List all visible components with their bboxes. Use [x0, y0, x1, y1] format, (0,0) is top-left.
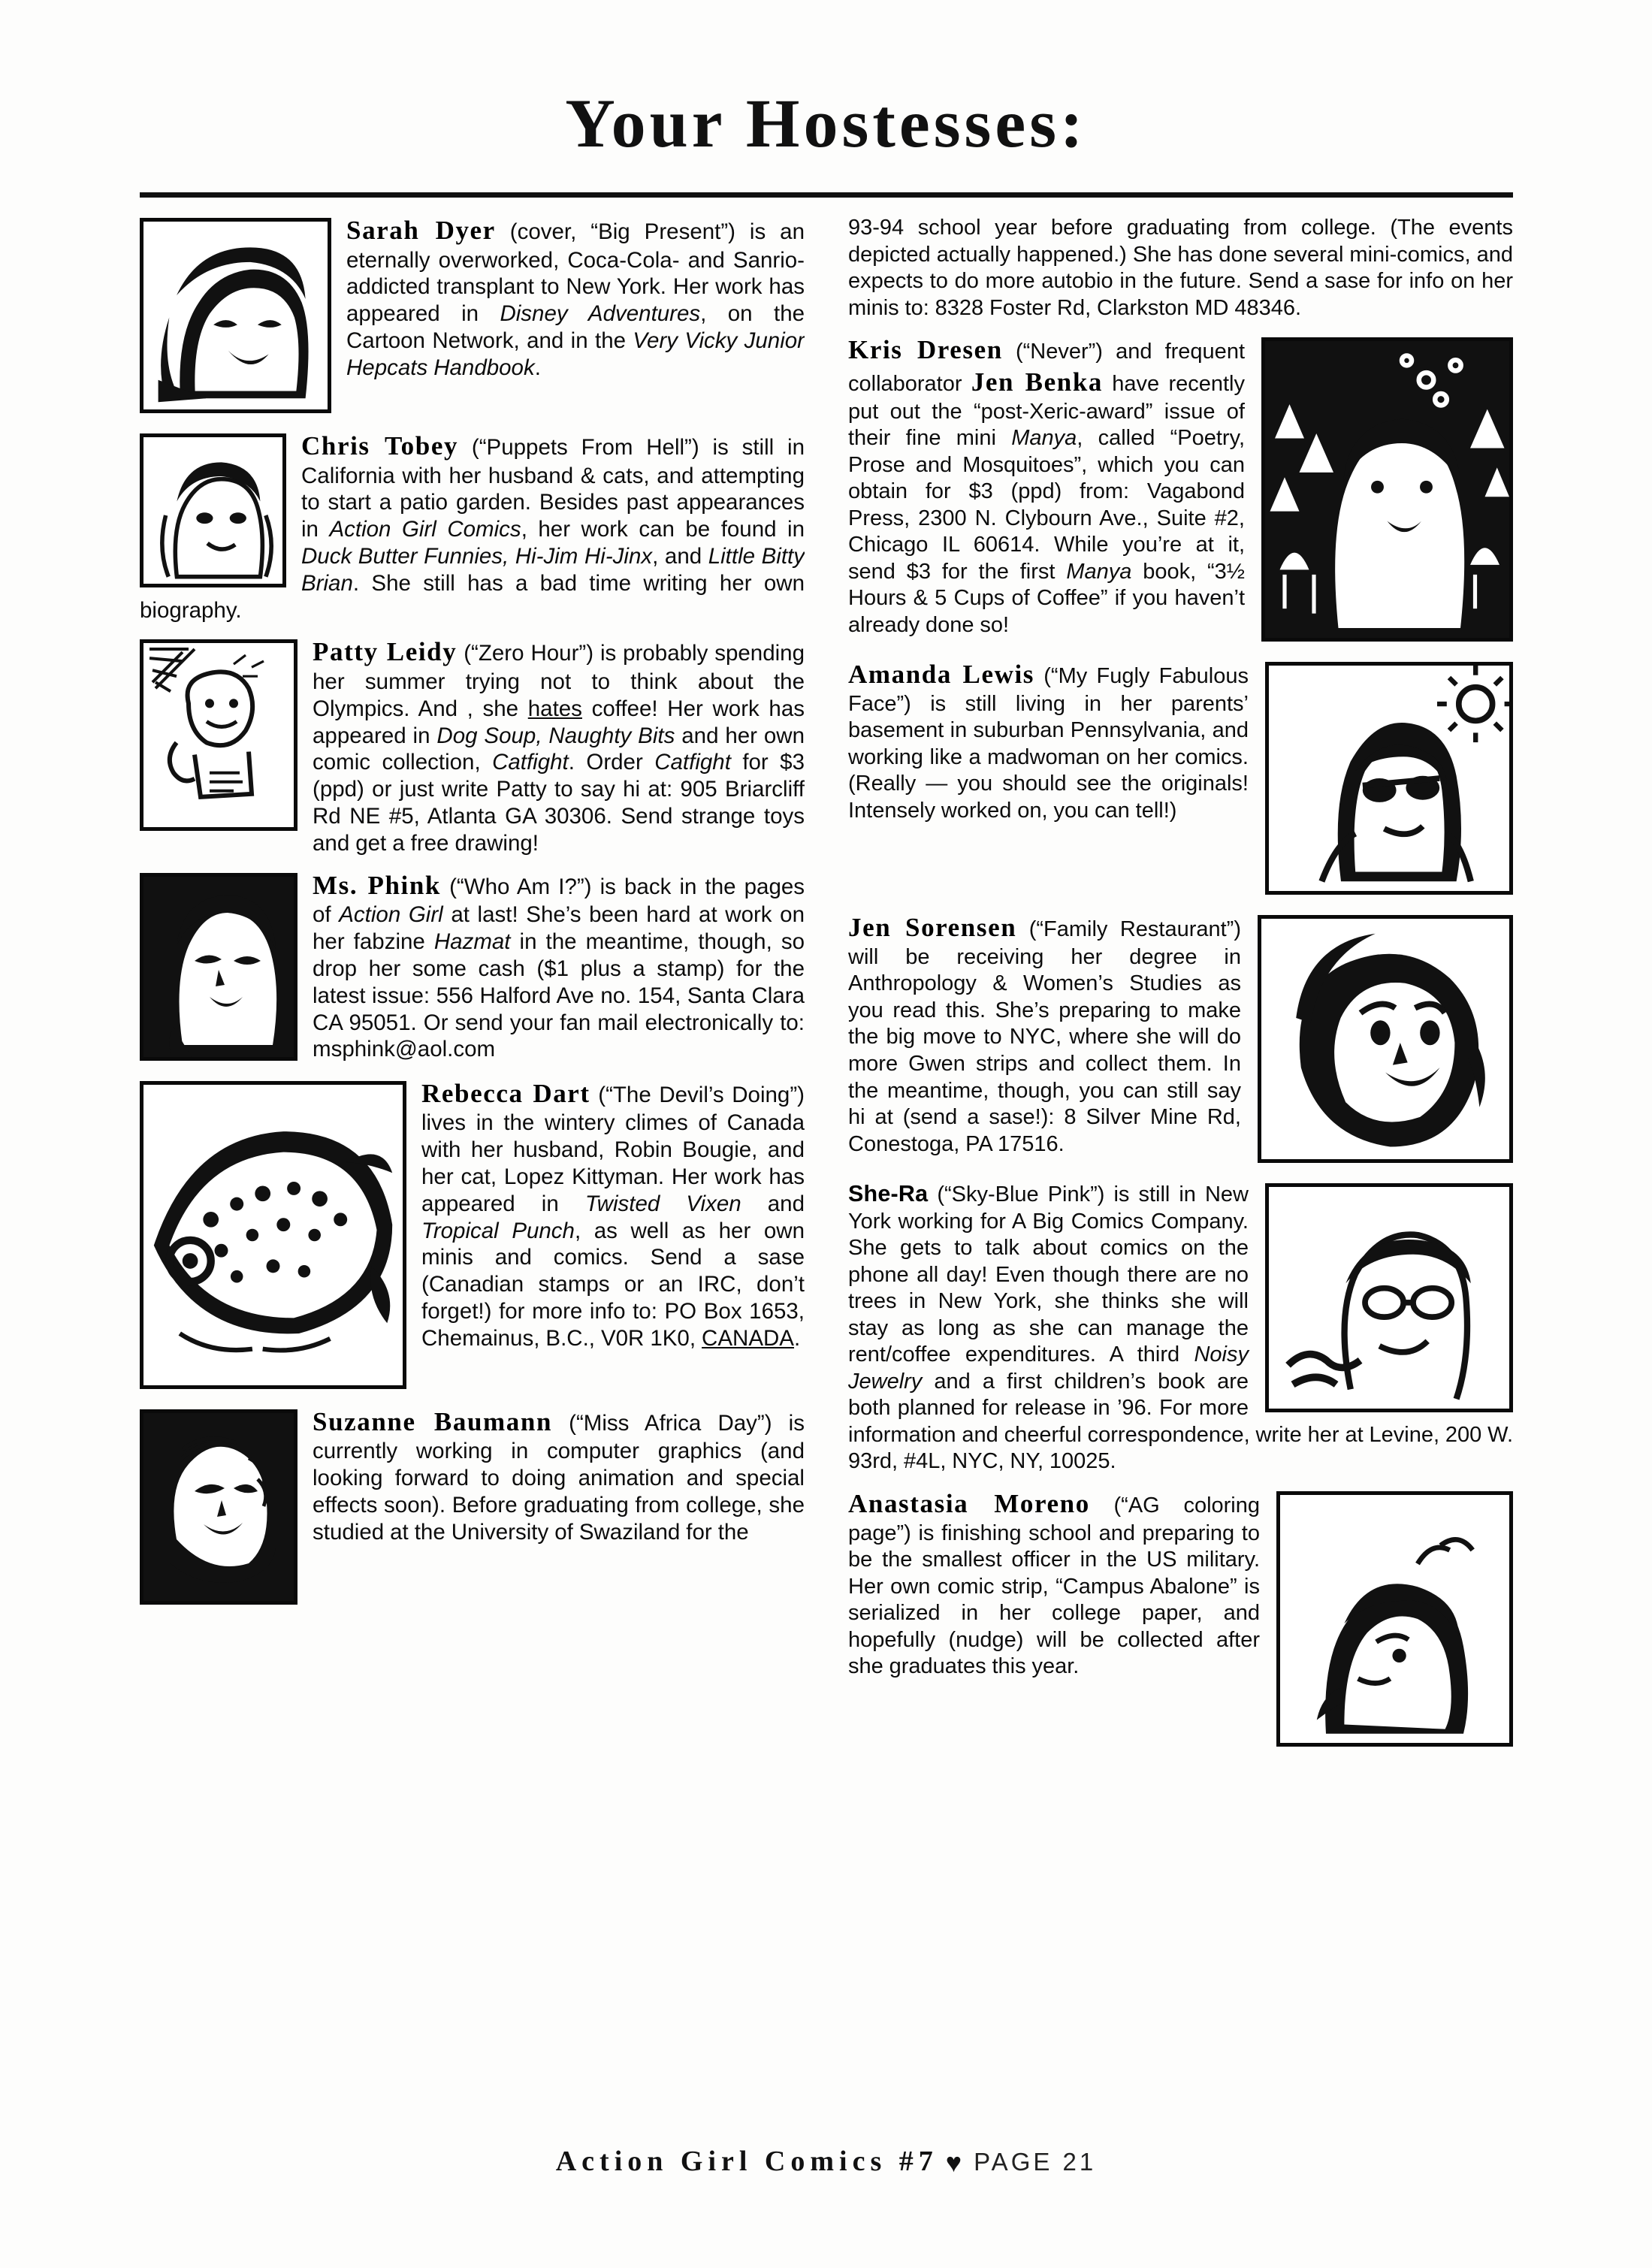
- person-name: Kris Dresen: [848, 335, 1003, 365]
- entry-body: Amanda Lewis (“My Fugly Fabulous Face”) is still living in her parents’ basement in suburban Pennsylvania, and working like a madwoman on her comics. (Really — you should see the originals! Intensely worked on, you can tell!): [848, 660, 1249, 823]
- entry-anastasia-moreno: [848, 1488, 1513, 1751]
- right-column: [848, 215, 1513, 1764]
- entry-body: Anastasia Moreno (“AG coloring page”) is finishing school and preparing to be the smallest officer in the US military. Her own comic strip, “Campus Abalone” is serialized in her college paper, and hopefully (nudge) will be collected after she graduates this year.: [848, 1488, 1260, 1679]
- person-name: Sarah Dyer: [346, 216, 496, 245]
- entry-jen-sorensen: [848, 912, 1513, 1167]
- entry-sarah-dyer: [140, 215, 805, 418]
- person-name: Anastasia Moreno: [848, 1488, 1090, 1518]
- entry-body: Suzanne Baumann (“Miss Africa Day”) is currently working in computer graphics (and looking forward to doing animation and special effects soon). Before graduating from college, she studied at the University of Swaziland for the: [313, 1406, 805, 1545]
- portrait-sarah-dyer: [140, 218, 331, 413]
- portrait-anastasia-moreno: [1276, 1491, 1513, 1747]
- entry-kris-dresen: [848, 334, 1513, 646]
- entry-body: Ms. Phink (“Who Am I?”) is back in the pages of Action Girl at last! She’s been hard at work on her fabzine Hazmat in the meantime, though, so drop her some cash ($1 plus a stamp) for the latest issue: 556 Halford Ave no. 154, Santa Clara CA 95051. Or send your fan mail electronically to: msphink@aol.com: [313, 870, 805, 1062]
- entry-suzanne-baumann: [140, 1406, 805, 1609]
- portrait-suzanne-baumann: [140, 1409, 297, 1605]
- entry-amanda-lewis: [848, 659, 1513, 899]
- person-name: Ms. Phink: [313, 870, 441, 900]
- entry-she-ra: [848, 1180, 1513, 1475]
- entry-body: Chris Tobey (“Puppets From Hell”) is still in California with her husband & cats, and attempting to start a patio garden. Besides past appearances in Action Girl Comics, her work can be found in Duck Butter Funnies, Hi-Jim Hi-Jinx, and Little Bitty Brian. She still has a bad time writing her own biography.: [140, 431, 805, 623]
- person-name: Amanda Lewis: [848, 660, 1035, 690]
- page-title: Your Hostesses:: [565, 85, 1087, 162]
- person-name-secondary: Jen Benka: [971, 367, 1103, 397]
- entry-patty-leidy: [140, 636, 805, 856]
- person-name: Jen Sorensen: [848, 913, 1017, 943]
- entry-chris-tobey: [140, 430, 805, 624]
- portrait-patty-leidy: [140, 639, 297, 831]
- entry-body: Rebecca Dart (“The Devil’s Doing”) lives in the wintery climes of Canada with her husband, Robin Bougie, and her cat, Lopez Kittyman. Her work has appeared in Twisted Vixen and Tropical Punch, as well as her own minis and comics. Send a sase (Canadian stamps or an IRC, don’t forget!) for more info to: PO Box 1653, Chemainus, B.C., V0R 1K0, CANADA.: [421, 1078, 805, 1351]
- entry-ms-phink: [140, 870, 805, 1065]
- portrait-rebecca-dart: [140, 1081, 406, 1389]
- entry-body: Jen Sorensen (“Family Restaurant”) will be receiving her degree in Anthropology & Women’s Studies as you read this. She’s preparing to make the big move to NYC, where she will do more Gwen strips and collect them. In the meantime, though, you can still say hi at (send a sase!): 8 Silver Mine Rd, Conestoga, PA 17516.: [848, 913, 1241, 1156]
- portrait-chris-tobey: [140, 433, 286, 587]
- portrait-she-ra: [1265, 1183, 1513, 1412]
- entry-body: 93-94 school year before graduating from college. (The events depicted actually happened.) She has done several mini-comics, and expects to do more autobio in the future. Send a sase for info on her minis to: 8328 Foster Rd, Clarkston MD 48346.: [848, 216, 1513, 320]
- entry-body: Kris Dresen (“Never”) and frequent collaborator Jen Benka have recently put out the “post-Xeric-award” issue of their fine mini Manya, called “Poetry, Prose and Mosquitoes”, which you can obtain for $3 (ppd) from: Vagabond Press, 2300 N. Clybourn Ave., Suite #2, Chicago IL 60614. While you’re at it, send $3 for the first Manya book, “3½ Hours & 5 Cups of Coffee” if you haven’t already done so!: [848, 335, 1246, 637]
- person-name: Patty Leidy: [313, 637, 458, 667]
- article-columns: [140, 215, 1513, 2085]
- left-column: [140, 215, 805, 1622]
- person-name: Suzanne Baumann: [313, 1406, 553, 1436]
- portrait-ms-phink: [140, 873, 297, 1061]
- page-footer: [0, 2145, 1652, 2178]
- page-masthead: [0, 85, 1652, 162]
- portrait-jen-sorensen: [1258, 915, 1513, 1163]
- entry-body: Patty Leidy (“Zero Hour”) is probably spending her summer trying not to think about the Olympics. And , she hates coffee! Her work has appeared in Dog Soup, Naughty Bits and her own comic collection, Catfight. Order Catfight for $3 (ppd) or just write Patty to say hi at: 905 Briarcliff Rd NE #5, Atlanta GA 30306. Send strange toys and get a free drawing!: [313, 637, 805, 856]
- portrait-kris-dresen: [1261, 337, 1513, 642]
- person-name: Chris Tobey: [301, 431, 459, 461]
- portrait-amanda-lewis: [1265, 662, 1513, 895]
- entry-body: Sarah Dyer (cover, “Big Present”) is an eternally overworked, Coca-Cola- and Sanrio-addicted transplant to New York. Her work has appeared in Disney Adventures, on the Cartoon Network, and in the Very Vicky Junior Hepcats Handbook.: [346, 216, 805, 380]
- footer-comic-title: Action Girl Comics #7: [555, 2146, 938, 2177]
- heart-icon: ♥: [945, 2147, 962, 2178]
- entry-body: She-Ra (“Sky-Blue Pink”) is still in New York working for A Big Comics Company. She gets to talk about comics on the phone all day! Even though there are no trees in New York, she thinks she will stay as long as she can manage the rent/coffee expenditures. A third Noisy Jewelry and a first children’s book are both planned for release in ’96. For more information and cheerful correspondence, write her at Levine, 200 W. 93rd, #4L, NYC, NY, 10025.: [848, 1181, 1513, 1474]
- footer-page-number: PAGE 21: [974, 2148, 1097, 2176]
- person-name: Rebecca Dart: [421, 1078, 590, 1108]
- entry-rebecca-dart: [140, 1078, 805, 1394]
- entry-sarah-dyer-continued: [848, 215, 1513, 322]
- masthead-divider: [140, 192, 1513, 198]
- person-name: She-Ra: [848, 1181, 929, 1207]
